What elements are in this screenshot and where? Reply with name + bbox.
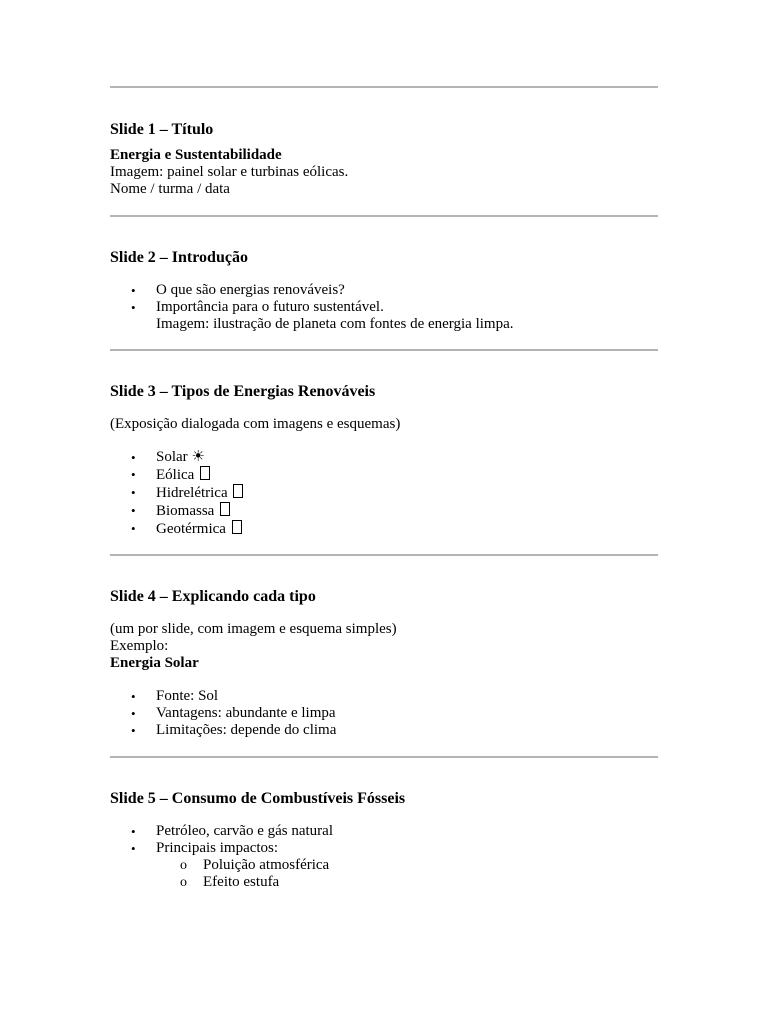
water-icon <box>233 484 243 498</box>
bullet-marker: • <box>131 689 136 704</box>
leaf-icon <box>220 502 230 516</box>
list-item-text: Hidrelétrica <box>156 485 228 501</box>
slide-4-intro: (um por slide, com imagem e esquema simples) <box>110 621 397 637</box>
slide-5-title: Slide 5 – Consumo de Combustíveis Fósseis <box>110 790 406 807</box>
list-item <box>110 874 658 891</box>
slide-5-section <box>110 758 658 891</box>
list-item <box>110 857 658 874</box>
sun-icon: ☀ <box>191 449 205 465</box>
bullet-marker: • <box>131 450 136 465</box>
list-item <box>110 484 658 502</box>
list-item-text: Poluição atmosférica <box>203 857 330 873</box>
slide-1-name-line: Nome / turma / data <box>110 181 230 197</box>
list-item <box>110 449 658 466</box>
list-item-text: Petróleo, carvão e gás natural <box>156 823 334 839</box>
bullet-marker: • <box>131 706 136 721</box>
list-item <box>110 502 658 520</box>
list-item-text: Principais impactos: <box>156 840 279 856</box>
sub-bullet-marker: o <box>180 875 187 890</box>
bullet-marker: • <box>131 467 136 482</box>
list-item-text: Importância para o futuro sustentável. <box>156 299 384 315</box>
list-item-text: Vantagens: abundante e limpa <box>156 705 336 721</box>
slide-1-title: Slide 1 – Título <box>110 121 214 138</box>
slide-3-bullet-list <box>110 449 658 538</box>
bullet-marker: • <box>131 503 136 518</box>
slide-1-section <box>110 88 658 215</box>
bullet-marker: • <box>131 824 136 839</box>
list-item <box>110 688 658 705</box>
list-item <box>110 299 658 316</box>
list-item <box>110 840 658 857</box>
slide-4-example-label: Exemplo: <box>110 638 169 654</box>
list-item <box>110 282 658 299</box>
slide-4-bullet-list <box>110 688 658 739</box>
slide-1-image-note: Imagem: painel solar e turbinas eólicas. <box>110 164 349 180</box>
slide-5-bullet-list <box>110 823 658 857</box>
list-item <box>110 823 658 840</box>
slide-3-intro: (Exposição dialogada com imagens e esquemas) <box>110 416 401 432</box>
slide-2-section <box>110 217 658 349</box>
volcano-icon <box>232 520 242 534</box>
list-item <box>110 705 658 722</box>
list-item-text: O que são energias renováveis? <box>156 282 345 298</box>
slide-5-sub-bullet-list <box>110 857 658 891</box>
list-item <box>110 722 658 739</box>
slide-2-bullet-list <box>110 282 658 316</box>
bullet-marker: • <box>131 841 136 856</box>
list-item <box>110 520 658 538</box>
slide-2-title: Slide 2 – Introdução <box>110 249 248 266</box>
bullet-marker: • <box>131 283 136 298</box>
slide-1-main-title: Energia e Sustentabilidade <box>110 147 282 163</box>
list-item-text: Fonte: Sol <box>156 688 219 704</box>
slide-3-section <box>110 351 658 554</box>
sub-bullet-marker: o <box>180 858 187 873</box>
slide-3-title: Slide 3 – Tipos de Energias Renováveis <box>110 383 376 400</box>
slide-4-title: Slide 4 – Explicando cada tipo <box>110 588 316 605</box>
bullet-marker: • <box>131 300 136 315</box>
bullet-marker: • <box>131 723 136 738</box>
slide-4-section <box>110 556 658 756</box>
list-item-text: Efeito estufa <box>203 874 280 890</box>
list-item-text: Limitações: depende do clima <box>156 722 337 738</box>
list-item-text: Eólica <box>156 467 195 483</box>
list-item-text: Solar <box>156 449 188 465</box>
slide-2-image-note: Imagem: ilustração de planeta com fontes de energia limpa. <box>156 316 514 332</box>
bullet-marker: • <box>131 521 136 536</box>
list-item-text: Geotérmica <box>156 521 226 537</box>
slide-4-example-title: Energia Solar <box>110 655 199 671</box>
list-item-text: Biomassa <box>156 503 215 519</box>
bullet-marker: • <box>131 485 136 500</box>
list-item <box>110 466 658 484</box>
document-page <box>110 86 658 891</box>
wind-icon <box>200 466 210 480</box>
